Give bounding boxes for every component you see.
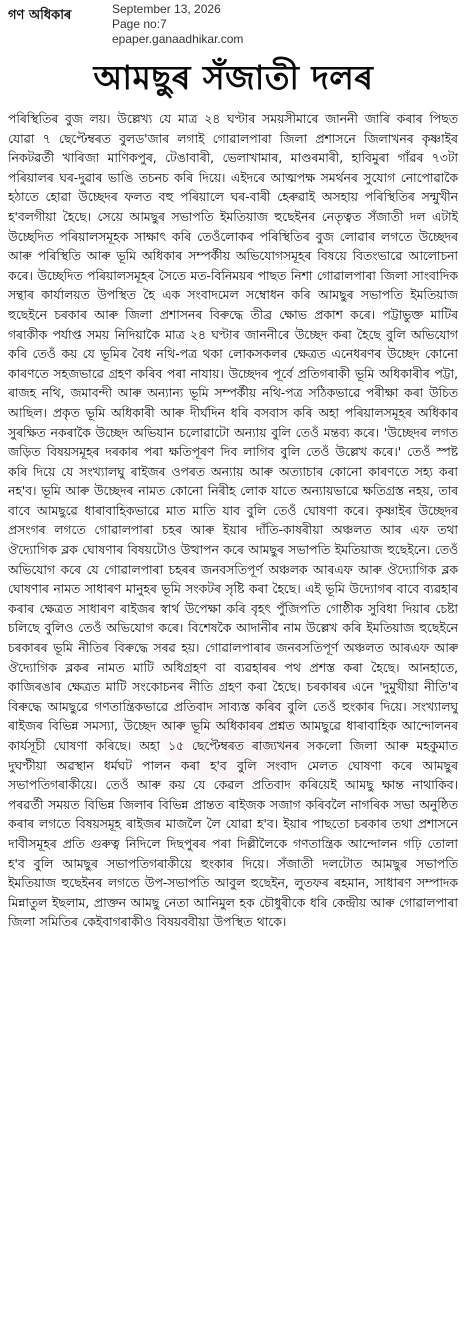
masthead [0,0,467,56]
publication-date: September 13, 2026 [112,2,221,16]
page-meta [112,2,243,47]
newspaper-logo [8,6,71,27]
article-body [8,110,458,1330]
site-url: epaper.ganaadhikar.com [112,32,244,46]
article-paragraph: পৰিস্থিতিৰ বুজ লয়। উল্লেখ্য যে মাত্ৰ ২৪ ঘণ্টাৰ সময়সীমাৰে জাননী জাৰি কৰাৰ পিছত যোৱা ৭ ছেপ্টেম্বৰত বুলড'জাৰ লগাই গোৱালপাৰা জিলা প্ৰশাসনে জিলাখনৰ কৃষ্ণাইৰ নিকটৱৰ্তী খাৰিজা মাণিকপুৰ, টেঙাবাৰী, ভেলাখামাৰ, মাণ্ডৰমাৰী, হাবিমুৰা গাঁৱৰ ৭৩টা পৰিয়ালৰ ঘৰ-দুৱাৰ ভাঙি তচনচ কৰি দিয়ে। এইদৰে আত্মপক্ষ সমৰ্থনৰ সুযোগ নোপোৱাকৈ হঠাতে হোৱা উচ্ছেদৰ ফলত বহু পৰিয়ালে ঘৰ-বাৰী হেৰুৱাই অসহায় পৰিস্থিতিৰ সন্মুখীন হ'বলগীয়া হৈছে। সেয়ে আমছুৰ সভাপতি ইমতিয়াজ হুছেইনৰ নেতৃত্বত সঁজাতী দল এটাই উচ্ছেদিত পৰিয়ালসমূহক সাক্ষাৎ কৰি তেওঁলোকৰ পৰিস্থিতিৰ বুজ লোৱাৰ লগতে উচ্ছেদৰ আৰু পৰিস্থিতি আৰু ভূমি অধিকাৰ সম্পৰ্কীয় অভিযোগসমূহৰ বিষয়ে বিতংভাৱে আলোচনা কৰে। উচ্ছেদিত পৰিয়ালসমূহৰ সৈতে মত-বিনিময়ৰ পাছত নিশা গোৱালপাৰা জিলা সাংবাদিক সন্থাৰ কাৰ্যালয়ত উপস্থিত হৈ এক সংবাদমেল সম্বোধন কৰি আমছুৰ সভাপতি ইমতিয়াজ হুছেইনে চৰকাৰ আৰু জিলা প্ৰশাসনৰ বিৰুদ্ধে তীব্ৰ ক্ষোভ প্ৰকাশ কৰে। পট্টাভুক্ত মাটিৰ গৰাকীক পৰ্যাপ্ত সময় নিদিয়াকৈ মাত্ৰ ২৪ ঘণ্টাৰ জাননীৰে উচ্ছেদ কৰা হৈছে বুলি অভিযোগ কৰি তেওঁ কয় যে ভূমিৰ বৈধ নথি-পত্ৰ থকা লোকসকলৰ ক্ষেত্ৰত এনেধৰণৰ উচ্ছেদ কোনো কাৰণতে সহজভাৱে গ্ৰহণ কৰিব পৰা নাযায়। উচ্ছেদৰ পূৰ্বে প্ৰতিগৰাকী ভূমি অধিকাৰীৰ পট্টা, ৰাজহ নথি, জমাবন্দী আৰু অন্যান্য ভূমি সম্পৰ্কীয় নথি-পত্ৰ সঠিকভাৱে পৰীক্ষা কৰা উচিত আছিল। প্ৰকৃত ভূমি অধিকাৰী আৰু দীৰ্ঘদিন ধৰি বসবাস কৰি অহা পৰিয়ালসমূহৰ অধিকাৰ সুৰক্ষিত নকৰাকৈ উচ্ছেদ অভিযান চলোৱাটো অন্যায় বুলি তেওঁ মন্তব্য কৰে। 'উচ্ছেদৰ লগত জড়িত বিষয়সমূহৰ দৰকাৰ পৰা ক্ষতিপূৰণ দিব লাগিব বুলি তেওঁ উল্লেখ কৰে।' তেওঁ স্পষ্ট কৰি দিয়ে যে সংখ্যালঘু ৰাইজৰ ওপৰত অন্যায় আৰু অত্যাচাৰ কোনো কাৰণতে সহ্য কৰা নহ'ব। ভূমি আৰু উচ্ছেদৰ নামত কোনো নিৰীহ লোক যাতে অন্যায়ভাৱে ক্ষতিগ্ৰস্ত নহয়, তাৰ বাবে আমছুৱে ধাৰাবাহিকভাৱে মাত মাতি যাব বুলি তেওঁ ঘোষণা কৰে। কৃষ্ণাইৰ উচ্ছেদৰ প্ৰসংগৰ লগতে গোৱালপাৰা চহৰ আৰু ইয়াৰ দাঁতি-কাষৰীয়া অঞ্চলত আৰ এফ তথা ঔদ্যোগিক ব্লক ঘোষণাৰ বিষয়টোও উত্থাপন কৰে আমছুৰ সভাপতি ইমতিয়াজ হুছেইনে। তেওঁ অভিযোগ কৰে যে গোৱালপাৰা চহৰৰ জনবসতিপূৰ্ণ অঞ্চলক আৰএফ আৰু ঔদ্যোগিক ব্লক ঘোষণাৰ নামত সাধাৰণ মানুহৰ ভূমি সংকটৰ সৃষ্টি কৰা হৈছে। এই ভূমি উদ্যোগৰ বাবে ব্যৱহাৰ কৰাৰ ক্ষেত্ৰত সাধাৰণ ৰাইজৰ স্বাৰ্থ উপেক্ষা কৰি বৃহৎ পুঁজিপতি গোষ্ঠীক সুবিধা দিয়াৰ চেষ্টা চলিছে বুলিও তেওঁ অভিযোগ কৰে। বিশেষকৈ আদানীৰ নাম উল্লেখ কৰি ইমতিয়াজ হুছেইনে চৰকাৰৰ ভূমি নীতিৰ বিৰুদ্ধে সৰৱ হয়। গোৱালপাৰাৰ জনবসতিপূৰ্ণ অঞ্চলত আৰএফ আৰু ঔদ্যোগিক ব্লকৰ নামত মাটি অধিগ্ৰহণ বা ব্যৱহাৰৰ পথ প্ৰশস্ত কৰা হৈছে। আনহাতে, কাজিৰঙাৰ ক্ষেত্ৰত মাটি সংকোচনৰ নীতি গ্ৰহণ কৰা হৈছে। চৰকাৰৰ এনে 'দুমুখীয়া নীতি'ৰ বিৰুদ্ধে আমছুৱে গণতান্ত্ৰিকভাৱে প্ৰতিবাদ সাব্যস্ত কৰিব বুলি তেওঁ হুংকাৰ দিয়ে। সংখ্যালঘু ৰাইজৰ বিভিন্ন সমস্যা, উচ্ছেদ আৰু ভূমি অধিকাৰৰ প্ৰশ্নত আমছুৱে ধাৰাবাহিক আন্দোলনৰ কাৰ্যসূচী ঘোষণা কৰিছে। অহা ১৫ ছেপ্টেম্বৰত ৰাজ্যখনৰ সকলো জিলা আৰু মহকুমাত দুঘণ্টীয়া অৱস্থান ধৰ্মঘট পালন কৰা হ'ব বুলি সংবাদ মেলত ঘোষণা কৰে আমছুৰ সভাপতিগৰাকীয়ে। তেওঁ আৰু কয় যে কেৱল প্ৰতিবাদ কৰিয়েই আমছু ক্ষান্ত নাথাকিব। পৰৱৰ্তী সময়ত বিভিন্ন জিলাৰ বিভিন্ন প্ৰান্তত ৰাইজক সজাগ কৰিবলৈ নাগৰিক সভা অনুষ্ঠিত কৰাৰ লগতে বিষয়সমূহ ৰাইজৰ মাজলৈ লৈ যোৱা হ'ব। ইয়াৰ পাছতো চৰকাৰ তথা প্ৰশাসনে দাবীসমূহৰ প্ৰতি গুৰুত্ব নিদিলে দিছপুৰৰ পৰা দিল্লীলৈকে গণতান্ত্ৰিক আন্দোলন গঢ়ি তোলা হ'ব বুলি আমছুৰ সভাপতিগৰাকীয়ে হুংকাৰ দিয়ে। সঁজাতী দলটোত আমছুৰ সভাপতি ইমতিয়াজ হুছেইনৰ লগতে উপ-সভাপতি আবুল হুছেইন, লুতফৰ ৰহমান, সাধাৰণ সম্পাদক মিন্নাতুল ইছলাম, প্ৰাক্তন আমছু নেতা আনিমুল হক চৌধুৰীকে ধৰি কেন্দ্ৰীয় আৰু গোৱালপাৰা জিলা সমিতিৰ কেইবাগৰাকীও বিষয়ববীয়া উপস্থিত থাকে। [8,112,458,930]
page-number: Page no:7 [112,17,167,31]
logo-text: গণ অধিকাৰ [8,8,72,23]
article-headline: আমছুৰ সঁজাতী দলৰ [93,58,374,97]
